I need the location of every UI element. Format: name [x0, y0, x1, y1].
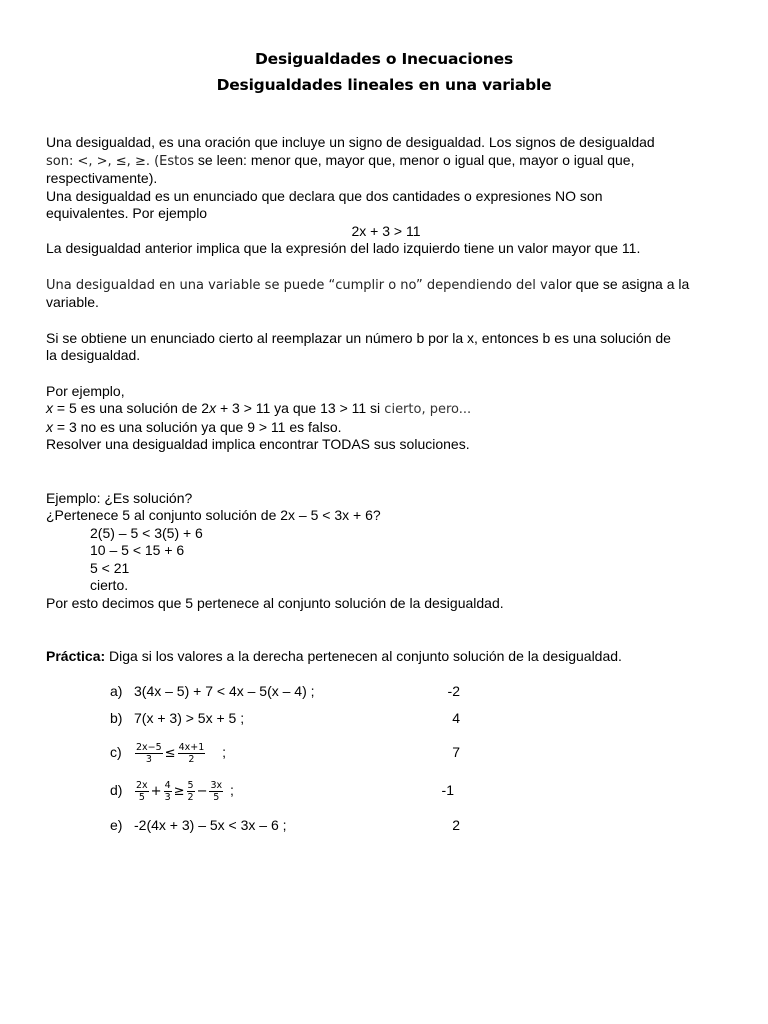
fraction: [164, 780, 172, 803]
denominator: 5: [138, 791, 145, 803]
operator: ≥: [173, 784, 185, 799]
intro-line: respectivamente).: [46, 170, 158, 186]
example-line: Resolver una desigualdad implica encontrar TODAS sus soluciones.: [46, 436, 470, 452]
denominator: 3: [145, 753, 152, 765]
practice-list: [46, 776, 726, 804]
example-expression: 2x + 3 > 11: [351, 222, 421, 239]
spacer: [46, 258, 726, 276]
practice-list: [46, 708, 726, 728]
example-fragment: cierto, pero...: [380, 402, 472, 417]
intro-fragment: Una desigualdad en una variable se puede “cumplir o no” dependiendo del val: [46, 277, 560, 293]
practice-list: [46, 815, 726, 835]
item-label: b): [110, 710, 123, 726]
spacer: [46, 454, 726, 490]
example-fragment: = 3 no es una solución ya que 9 > 11 es falso.: [53, 418, 342, 435]
item-value: 2: [452, 817, 460, 833]
denominator: 5: [213, 791, 220, 803]
intro-line: La desigualdad anterior implica que la expresión del lado izquierdo tiene un valor mayor que 11.: [46, 240, 641, 256]
practice-label: Práctica:: [46, 648, 106, 664]
worked-step: cierto.: [90, 577, 129, 593]
intro-line: variable.: [46, 294, 99, 310]
numerator: 3x: [210, 779, 223, 791]
denominator: 2: [188, 753, 195, 765]
worked-step: 2(5) – 5 < 3(5) + 6: [90, 524, 203, 541]
example-fragment: + 3 > 11 ya que 13 > 11 si: [216, 400, 381, 416]
intro-line: [46, 152, 726, 171]
var-x: x: [209, 400, 217, 416]
item-tail: ;: [222, 744, 227, 760]
intro-fragment: or que se asigna a la: [559, 275, 690, 292]
item-value: -2: [447, 683, 460, 699]
page-title: Desigualdades o Inecuaciones: [255, 50, 513, 68]
item-value: 4: [452, 710, 460, 726]
intro-line: Una desigualdad, es una oración que incluye un signo de desigualdad. Los signos de desigualdad: [46, 134, 655, 150]
numerator: 2x−5: [136, 741, 162, 753]
item-tail: ;: [230, 782, 234, 798]
var-x: x: [46, 418, 53, 435]
intro-line: Si se obtiene un enunciado cierto al reemplazar un número b por la x, entonces b es una solución de: [46, 329, 671, 346]
item-label: a): [110, 683, 123, 699]
practice-instruction: [46, 648, 726, 666]
spacer: [46, 612, 726, 648]
worked-conclusion: Por esto decimos que 5 pertenece al conjunto solución de la desigualdad.: [46, 594, 504, 611]
example-line: [46, 400, 726, 419]
practice-item-c: [46, 738, 726, 766]
item-label: d): [110, 782, 123, 798]
var-x: x: [46, 400, 53, 416]
intro-fragment: son: <, >, ≤, ≥. (Estos: [46, 153, 194, 169]
practice-item-a: [46, 682, 726, 700]
practice-item-d: [46, 776, 726, 804]
operator: −: [196, 784, 208, 799]
fraction: [178, 742, 206, 765]
item-expression: 7(x + 3) > 5x + 5 ;: [134, 710, 245, 726]
worked-heading: Ejemplo: ¿Es solución?: [46, 489, 193, 506]
practice-list: [46, 738, 726, 766]
practice-item-e: [46, 815, 726, 835]
worked-step: 10 – 5 < 15 + 6: [90, 542, 185, 558]
numerator: 4: [164, 779, 171, 791]
item-expression: [134, 738, 226, 768]
spacer: [46, 365, 726, 383]
body-text: [46, 134, 726, 666]
page-subtitle: Desigualdades lineales en una variable: [216, 76, 552, 94]
worked-question: ¿Pertenece 5 al conjunto solución de 2x – 5 < 3x + 6?: [46, 507, 381, 523]
item-value: 7: [452, 744, 460, 760]
operator: ≤: [164, 746, 176, 761]
intro-line: la desigualdad.: [46, 347, 141, 363]
numerator: 2x: [136, 779, 148, 791]
examples-label: Por ejemplo,: [46, 382, 125, 399]
item-expression: [134, 776, 234, 806]
operator: +: [150, 784, 162, 799]
practice-text: Diga si los valores a la derecha pertenecen al conjunto solución de la desigualdad.: [105, 648, 622, 664]
intro-line: equivalentes. Por ejemplo: [46, 205, 208, 221]
practice-item-b: [46, 708, 726, 728]
item-value: -1: [441, 782, 454, 798]
intro-fragment: se leen: menor que, mayor que, menor o igual que, mayor o igual que,: [194, 151, 635, 168]
fraction: [187, 780, 195, 803]
intro-line: [46, 276, 726, 295]
worked-step: 5 < 21: [90, 559, 130, 576]
example-fragment: = 5 es una solución de 2: [53, 400, 210, 416]
fraction: [209, 780, 223, 803]
numerator: 4x+1: [178, 741, 205, 753]
item-expression: -2(4x + 3) – 5x < 3x – 6 ;: [134, 817, 287, 833]
practice-list: [46, 682, 726, 700]
item-label: c): [110, 744, 122, 760]
fraction: [135, 742, 163, 765]
example-line: [46, 419, 726, 437]
spacer: [46, 312, 726, 330]
intro-line: Una desigualdad es un enunciado que declara que dos cantidades o expresiones NO son: [46, 187, 603, 204]
denominator: 3: [164, 791, 171, 803]
numerator: 5: [187, 779, 194, 791]
item-label: e): [110, 817, 123, 833]
fraction: [135, 780, 149, 803]
denominator: 2: [187, 791, 194, 803]
item-expression: 3(4x – 5) + 7 < 4x – 5(x – 4) ;: [134, 683, 315, 699]
